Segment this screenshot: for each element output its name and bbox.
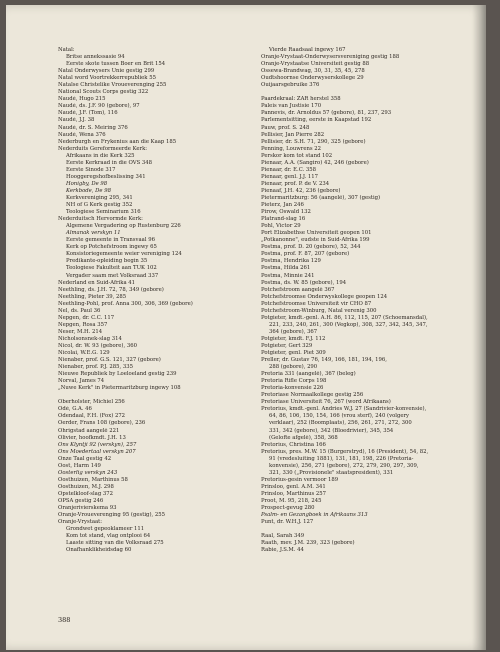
index-entry: Britse annekssasie 94 xyxy=(66,54,125,61)
index-column-right xyxy=(261,47,471,554)
index-entry: Pietermaritzburg: 56 (aangelê), 307 (gestig) xyxy=(261,194,381,201)
index-entry: Pretorius, kmdt.-genl. Andries W.J. 27 (Sandrivier-konvensie), xyxy=(261,406,427,413)
index-entry: Naudé, J.J. 38 xyxy=(58,117,95,124)
index-entry: Pienaar, A.A. (Sangiro) 42, 246 (gebore) xyxy=(261,159,369,166)
index-column-left xyxy=(58,47,248,554)
index-entry: National Scouts Corps gestig 322 xyxy=(58,89,149,96)
index-entry: Potchefstroom aangelê 367 xyxy=(261,286,335,293)
index-entry: Onafhanklikheidsdag 60 xyxy=(66,547,132,554)
index-entry: Naudé, dr. S. Meiring 376 xyxy=(58,124,128,131)
index-entry: Nederduitsch Hervormde Kerk: xyxy=(58,216,143,223)
index-entry: Kom tot stand, vlag ontplooi 64 xyxy=(66,533,151,540)
index-entry: „Potkanonne", eudste in Suid-Afrika 199 xyxy=(261,237,370,244)
index-entry: Nicholsonsnek-slag 314 xyxy=(58,335,122,342)
index-entry: Pretoria Rifle Corps 198 xyxy=(261,378,327,385)
index-entry: Natal: xyxy=(58,47,75,53)
index-entry: Potchefstroomse Onderwyskollege geopen 124 xyxy=(261,293,388,300)
index-entry: Olivier, hoofkmdt. J.H. 13 xyxy=(58,434,126,441)
index-entry: Ohrigstad aangelê 221 xyxy=(58,427,120,434)
index-entry: Paardekraal: ZAR herstel 358 xyxy=(261,96,341,103)
index-entry: Prospect-gevug 280 xyxy=(261,505,315,512)
index-entry: Neser, M.H. 214 xyxy=(58,328,103,335)
index-entry: Afrikaans in die Kerk 325 xyxy=(66,152,135,159)
index-entry: 288 (gebore), 290 xyxy=(269,364,318,371)
index-entry: Ons Klyntji 92 (verskyn), 257 xyxy=(58,441,137,448)
index-entry: Nederburgh en Frykenius aan die Kaap 185 xyxy=(58,138,177,145)
index-entry: Onze Taal gestig 42 xyxy=(58,455,112,462)
index-entry: Kerkvereniging 295, 341 xyxy=(66,194,133,201)
index-entry: Potgieter, kmdt. F.J. 112 xyxy=(261,335,326,342)
index-entry: Postma, Minnie 241 xyxy=(261,272,315,279)
section-gap xyxy=(261,89,471,96)
index-entry: Pohl, Victor 29 xyxy=(261,223,301,230)
index-entry: Oerder, Frans 108 (gebore), 236 xyxy=(58,420,146,427)
index-entry: Pretoriase Universiteit 76, 267 (word Afrikaans) xyxy=(261,399,391,406)
index-entry: Grondwet gepeoklameer 111 xyxy=(66,526,145,533)
index-entry: Potchefstroomse Universiteit vir CHO 87 xyxy=(261,300,372,307)
index-entry: Nederland en Suid-Afrika 41 xyxy=(58,279,136,286)
page-number: 388 xyxy=(58,616,71,624)
index-page xyxy=(6,5,486,650)
index-entry: Nienaber, prof. P.J. 285, 335 xyxy=(58,364,133,371)
index-entry: Pienaaf, J.H. 42, 236 (gebore) xyxy=(261,187,341,194)
index-entry: Potgieter, genl. Piet 309 xyxy=(261,350,326,357)
index-entry: Penning, Louwrens 22 xyxy=(261,145,322,152)
index-entry: (Gelofte afgelê), 358, 368 xyxy=(269,434,338,441)
index-entry: Oosthuizen, M.J. 298 xyxy=(58,483,114,490)
index-entry: Teologiese Fakulteit aan TUK 102 xyxy=(66,265,157,272)
index-entry: Pellisier, dr. S.H. 71, 290, 325 (gebore) xyxy=(261,138,366,145)
index-entry: Pienaar, dr. E.C. 358 xyxy=(261,166,317,173)
index-entry: Perskor kom tot stand 102 xyxy=(261,152,333,159)
index-entry: Prinsloo, genl. A.M. 341 xyxy=(261,483,326,490)
index-entry: Punt, dr. W.H.J. 127 xyxy=(261,519,314,526)
index-entry: Naudé, Hugo 215 xyxy=(58,96,106,103)
index-entry: Pretoriase Normaalkollege gestig 256 xyxy=(261,392,364,399)
index-entry: Potchefstroom-Winburg, Natal verenig 300 xyxy=(261,307,377,314)
index-entry: Paleis van Justisie 170 xyxy=(261,103,322,110)
index-entry: Port Elizabethse Universiteit geopen 101 xyxy=(261,230,372,237)
index-entry: Raath, mev. J.M. 239, 323 (gebore) xyxy=(261,540,355,547)
index-entry: Ons Moedertaal verskyn 207 xyxy=(58,448,136,455)
index-entry: NH of G Kerk gestig 352 xyxy=(66,202,133,209)
index-entry: Psalm- en Gezangboek in Afrikaans 313 xyxy=(261,512,368,519)
index-entry: Nederduits Gereformeerde Kerk: xyxy=(58,145,148,152)
section-gap xyxy=(58,392,248,399)
index-entry: Postma, ds. W. 85 (gebore), 194 xyxy=(261,279,347,286)
index-entry: Opstelkloof-slag 372 xyxy=(58,490,114,497)
index-entry: konvensie), 256, 271 (gebore), 272, 279, 290, 297, 309, xyxy=(269,462,419,469)
index-entry: Predikante-opleiding begin 35 xyxy=(66,258,148,265)
index-entry: Oberholster, Michiel 256 xyxy=(58,399,125,406)
index-entry: Oosterlig verskyn 243 xyxy=(58,469,118,476)
index-entry: Natal word Voortrekkerrepubliek 55 xyxy=(58,75,156,82)
index-entry: Nicol, dr. W. 93 (gebore), 360 xyxy=(58,342,137,349)
index-entry: Naudé, ds. J.F. 90 (gebore), 97 xyxy=(58,103,140,110)
index-entry: Pretorius, Christina 166 xyxy=(261,441,326,448)
index-entry: Potgieter, Gert 329 xyxy=(261,342,313,349)
index-entry: Ouijaarsgebruike 376 xyxy=(261,82,320,89)
index-entry: Pretorius-gesin vermoor 189 xyxy=(261,476,339,483)
index-entry: Preller, dr. Gustav 76, 149, 166, 181, 194, 196, xyxy=(261,357,387,364)
index-entry: Norval, James 74 xyxy=(58,378,105,385)
index-entry: Postma, prof. D. 20 (gebore), 52, 344 xyxy=(261,244,361,251)
index-entry: 91 (vredesluiting 1881), 131, 181, 198, 226 (Pretoria- xyxy=(269,455,414,462)
index-entry: OPSA gestig 246 xyxy=(58,498,104,504)
index-entry: Neethling, ds. J.H. 72, 78, 349 (gebore) xyxy=(58,286,164,293)
index-entry: Nicolai, W.E.G. 129 xyxy=(58,350,110,357)
index-entry: Vierde Raadsaal ingewy 167 xyxy=(269,47,346,53)
index-entry: Parlementsitting, eerste in Kaapstad 192 xyxy=(261,117,372,124)
index-entry: Neethling, Pieter 39, 285 xyxy=(58,293,127,300)
index-entry: Postma, Hilda 261 xyxy=(261,265,311,272)
index-entry: Oudtshoornse Onderwyserskollege 29 xyxy=(261,75,364,82)
index-entry: Oranjerivierskema 93 xyxy=(58,505,117,512)
index-entry: 364 (gebore), 367 xyxy=(269,328,318,335)
index-entry: 321, 330 („Provisionele" staatspresident), 331 xyxy=(269,469,394,476)
index-entry: Oranje-Vrystaat: xyxy=(58,519,103,526)
index-entry: Potgieter, kmdt.-genl. A.H. 86, 112, 115, 207 (Schoemansdal), xyxy=(261,314,428,321)
index-entry: Prinsloo, Marthinus 257 xyxy=(261,490,327,497)
index-entry: Kerk op Potchefstroom ingewy 65 xyxy=(66,244,157,251)
book-spine-shadow xyxy=(472,5,486,650)
index-entry: Odendaal, F.H. (Fox) 272 xyxy=(58,413,126,420)
index-entry: Laaste sitting van die Volksraad 275 xyxy=(66,540,164,547)
index-entry: Algemene Vergadering op Rustenburg 226 xyxy=(66,223,181,230)
index-entry: Oranje-Vrystaatse Universiteit gestig 88 xyxy=(261,61,370,68)
section-gap xyxy=(261,526,471,533)
index-entry: 221, 233, 240, 261, 300 (Vegkop), 308, 327, 342, 345, 347, xyxy=(269,321,428,328)
index-entry: Eerste skote tussen Boer en Brit 154 xyxy=(66,61,166,68)
index-entry: Naudé, J.F. (Tom), 116 xyxy=(58,110,118,117)
index-entry: Platrand-slag 16 xyxy=(261,216,306,223)
index-entry: Teologiese Seminarium 316 xyxy=(66,209,141,216)
index-entry: Pretoria-konvensie 226 xyxy=(261,385,324,392)
index-entry: Nepgen, Rosa 357 xyxy=(58,321,108,328)
index-entry: Konsistoriegemeente weier vereniging 124 xyxy=(66,251,182,258)
index-entry: Oosthuizen, Marthinus 58 xyxy=(58,476,128,483)
index-entry: Pellisier, Jan Pierre 282 xyxy=(261,131,325,138)
index-entry: Pienaar, prof. P. de V. 234 xyxy=(261,180,330,187)
index-entry: Postma, prof. F. 87, 207 (gebore) xyxy=(261,251,350,258)
index-entry: Natal Onderwysers Unie gestig 299 xyxy=(58,68,155,75)
index-entry: Pannevis, dr. Arnoldus 57 (gebore), 81, 237, 293 xyxy=(261,110,392,117)
index-entry: Pieterz, Jan 246 xyxy=(261,202,304,209)
index-entry: Eerste Sinode 317 xyxy=(66,166,116,173)
index-entry: Nienaber, prof. G.S. 121, 327 (gebore) xyxy=(58,357,161,364)
index-entry: „Nuwe Kerk" in Pietermaritzburg ingewy 108 xyxy=(58,385,181,392)
index-entry: Nel, ds. Paul 36 xyxy=(58,307,101,314)
index-entry: Kerkbode, De 98 xyxy=(66,187,111,194)
index-entry: Nieuwe Republiek by Loeloeland gestig 239 xyxy=(58,371,177,378)
index-entry: Honigby, De 98 xyxy=(66,180,108,187)
index-entry: Neethling-Pohl, prof. Anna 300, 306, 369 (gebore) xyxy=(58,300,193,307)
index-entry: Rabie, J.S.M. 44 xyxy=(261,547,304,554)
index-entry: Proot, M. 95, 218, 245 xyxy=(261,498,322,504)
index-entry: 64, 86, 106, 150, 154, 166 (vrou sterf), 240 (volgery xyxy=(269,413,410,420)
index-entry: Pirow, Oswald 132 xyxy=(261,209,311,216)
index-entry: Nepgen, dr. C.C. 117 xyxy=(58,314,115,321)
index-entry: Pienaar, genl. J.J. 117 xyxy=(261,173,319,180)
index-entry: verklaar), 252 (Boomplaats), 256, 261, 271, 272, 300 xyxy=(269,420,412,427)
index-entry: Raal, Sarah 349 xyxy=(261,533,305,540)
index-entry: Vergader saam met Volksraad 337 xyxy=(66,272,159,279)
index-entry: Pretoria 331 (aangelê), 367 (beleg) xyxy=(261,371,356,378)
index-entry: Eerste gemeente in Transvaal 96 xyxy=(66,237,155,244)
index-entry: Natalse Christelike Vroueverenging 255 xyxy=(58,82,167,89)
index-entry: Oranje-Vroueverenging 95 (gestig), 255 xyxy=(58,512,165,519)
index-entry: Pretorius, pres. M.W. 15 (Burgerstryd), 16 (President), 54, 82, xyxy=(261,448,429,455)
index-entry: Postma, Hendrika 129 xyxy=(261,258,321,265)
index-entry: Almanak verskyn 11 xyxy=(66,230,121,237)
index-entry: 331, 342 (gebore), 342 (Bloedrivier), 345, 354 xyxy=(269,427,394,434)
index-entry: Hooggeregshofbeslissing 341 xyxy=(66,173,146,180)
index-entry: Odé, G.A. 46 xyxy=(58,406,92,413)
index-entry: Naudé, Wena 376 xyxy=(58,131,106,138)
index-entry: Ossewa-Brandwag, 30, 31, 35, 45, 278 xyxy=(261,68,365,75)
index-entry: Eerste Kerkraad in die OVS 348 xyxy=(66,159,153,166)
index-entry: Oranje-Vrystaat-Onderwysersvereniging gestig 188 xyxy=(261,54,400,61)
index-entry: Pauw, prof. S. 248 xyxy=(261,124,310,131)
index-entry: Oost, Harm 149 xyxy=(58,462,101,469)
